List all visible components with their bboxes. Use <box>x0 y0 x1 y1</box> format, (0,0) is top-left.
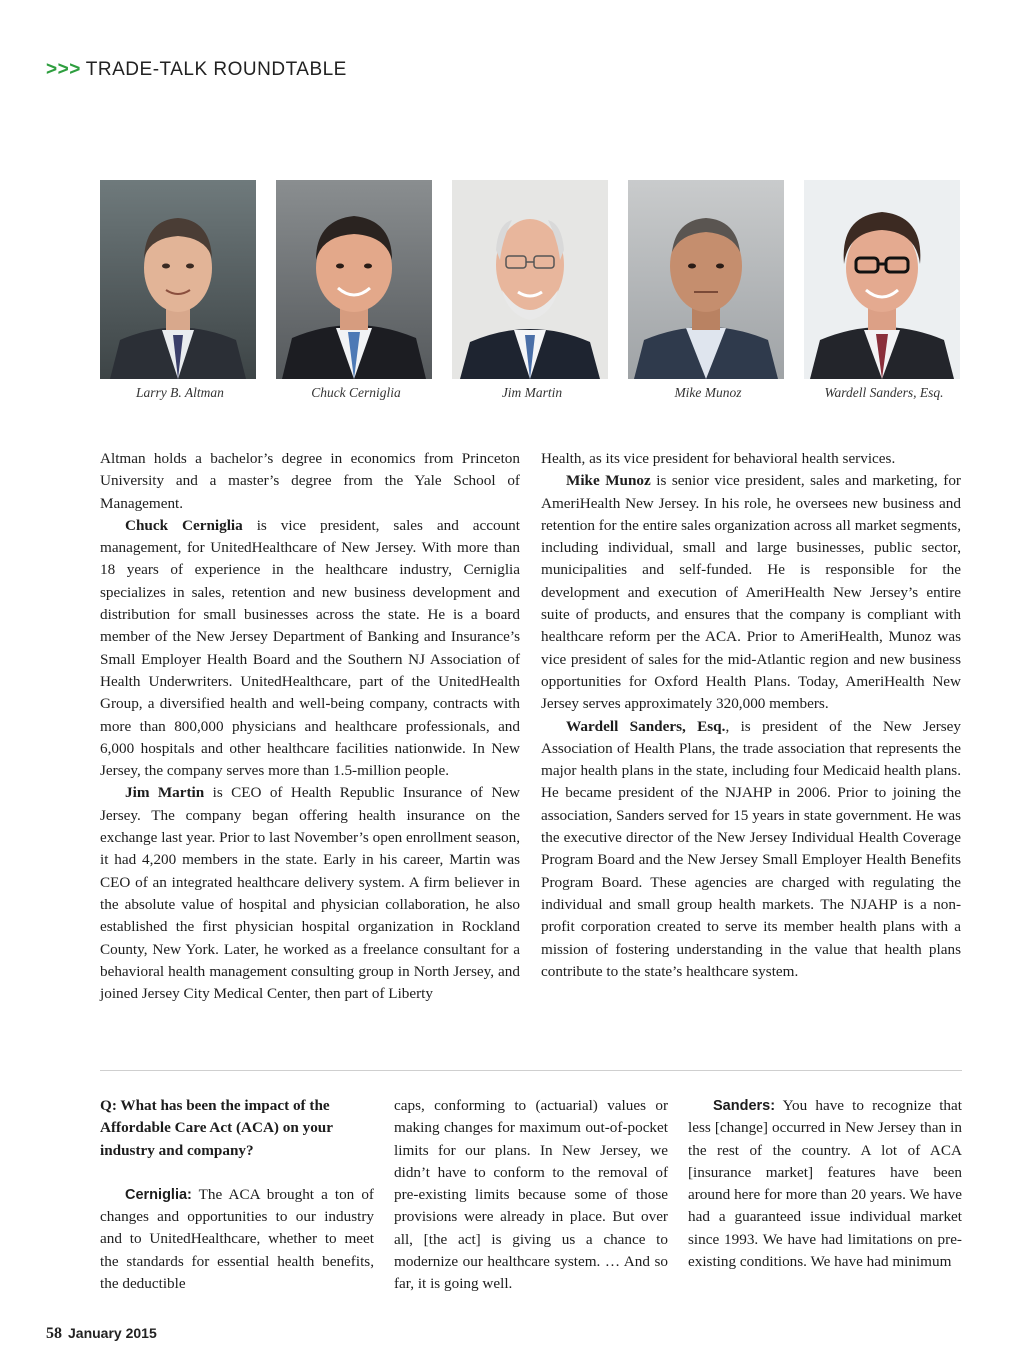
bio-martin-continued: Health, as its vice president for behavioral health services. <box>541 450 896 467</box>
bio-sanders <box>541 716 961 984</box>
bio-column-left <box>100 448 520 1005</box>
speaker-cerniglia: Cerniglia: <box>125 1186 192 1203</box>
portrait-munoz <box>628 180 784 379</box>
caption-cerniglia: Chuck Cerniglia <box>311 385 401 400</box>
bio-martin <box>100 782 520 1005</box>
answer-sanders-text: You have to recognize that less [change] occurred in New Jersey than in the rest of the country. A lot of ACA [insurance market] features have been around here for more than 20 years. We have had a guaranteed issue individual market since 1993. We have had limitations on pre-existing conditions. We have had minimum <box>688 1097 962 1271</box>
bio-munoz-name: Mike Munoz <box>566 472 651 490</box>
qa-column-3 <box>688 1095 962 1273</box>
page-footer <box>46 1325 157 1343</box>
answer-sanders <box>688 1095 962 1273</box>
bio-munoz-text: is senior vice president, sales and marketing, for AmeriHealth New Jersey. In his role, he oversees new business and retention for the entire sales organization across all market segments, including individual, small and large businesses, public sector, municipalities and self-funded. He is responsible for the development and execution of AmeriHealth New Jersey’s entire suite of products, and ensures that the company is compliant with healthcare reform per the ACA. Prior to AmeriHealth, Munoz was vice president of sales for the mid-Atlantic region and new business opportunities for Oxford Health Plans. Today, AmeriHealth New Jersey serves approximately 320,000 members. <box>541 472 961 713</box>
bio-column-right <box>541 448 961 983</box>
bio-martin-name: Jim Martin <box>125 784 205 802</box>
speaker-sanders: Sanders: <box>713 1098 776 1114</box>
caption-sanders: Wardell Sanders, Esq. <box>824 385 944 400</box>
qa-column-2 <box>394 1095 668 1296</box>
bio-cerniglia <box>100 515 520 783</box>
caption-altman: Larry B. Altman <box>136 385 224 400</box>
bio-cerniglia-text: is vice president, sales and account management, for UnitedHealthcare of New Jersey. With more than 18 years of experience in the healthcare industry, Cerniglia specializes in sales, retention and new business development and distribution for small businesses across the state. He is a board member of the New Jersey Department of Banking and Insurance’s Small Employer Health Board and the Southern NJ Association of Health Underwriters. UnitedHealthcare, part of the UnitedHealth Group, a diversified health and well-being company, contracts with more than 800,000 physicians and healthcare professionals, and 6,000 hospitals and other healthcare facilities nationwide. In New Jersey, the company serves more than 1.5-million people. <box>100 516 520 780</box>
section-header <box>46 59 347 81</box>
header-arrows: >>> <box>46 59 81 80</box>
bio-munoz <box>541 470 961 715</box>
answer-cerniglia-text: The ACA brought a ton of changes and opportunities to our industry and to UnitedHealthcare, whether to meet the standards for essential health benefits, the deductible <box>100 1185 374 1293</box>
question: Q: What has been the impact of the Affordable Care Act (ACA) on your industry and company? <box>100 1097 333 1159</box>
bio-altman-continued: Altman holds a bachelor’s degree in economics from Princeton University and a master’s degree from the Yale School of Management. <box>100 450 520 512</box>
header-title: TRADE-TALK ROUNDTABLE <box>85 59 347 80</box>
portrait-cerniglia <box>276 180 432 379</box>
caption-martin: Jim Martin <box>501 385 563 400</box>
page-number: 58 <box>46 1325 62 1342</box>
portrait-sanders <box>804 180 960 379</box>
portrait-row <box>100 180 962 380</box>
answer-cerniglia <box>100 1184 374 1295</box>
bio-sanders-name: Wardell Sanders, Esq. <box>566 717 726 735</box>
answer-cerniglia-continued: caps, conforming to (actuarial) values or making changes for maximum out-of-pocket limits for our plans. In New Jersey, we didn’t have to conform to the removal of pre-existing limits because some of those provisions were already in place. But over all, [the act] is giving us a chance to modernize our healthcare system. … And so far, it is going well. <box>394 1097 668 1293</box>
portrait-martin <box>452 180 608 379</box>
portrait-altman <box>100 180 256 379</box>
bio-cerniglia-name: Chuck Cerniglia <box>125 516 243 534</box>
caption-munoz: Mike Munoz <box>674 385 742 400</box>
qa-column-1 <box>100 1095 374 1295</box>
section-divider <box>100 1070 962 1071</box>
issue-date: January 2015 <box>68 1325 157 1341</box>
bio-sanders-text: , is president of the New Jersey Association of Health Plans, the trade association that represents the major health plans in the state, including four Medicaid health plans. He became president of the NJAHP in 2006. Prior to joining the association, Sanders served for 15 years in state government. He was the executive director of the New Jersey Individual Health Coverage Program Board and the New Jersey Small Employer Health Benefits Program Board. These agencies are charged with regulating the individual and small group health markets. The NJAHP is a non-profit corporation created to serve its member health plans with a mission of fostering understanding in the value that health plans contribute to the state’s healthcare system. <box>541 717 962 980</box>
bio-martin-text: is CEO of Health Republic Insurance of New Jersey. The company began offering health insurance on the exchange last year. Prior to last November’s open enrollment season, it had 4,200 members in the state. Early in his career, Martin was CEO of an integrated healthcare delivery system. A firm believer in the absolute value of hospital and physician collaboration, he also established the first physician hospital organization in Rockland County, New York. Later, he worked as a freelance consultant for a behavioral health management consulting group in North Jersey, and joined Jersey City Medical Center, then part of Liberty <box>100 784 520 1003</box>
